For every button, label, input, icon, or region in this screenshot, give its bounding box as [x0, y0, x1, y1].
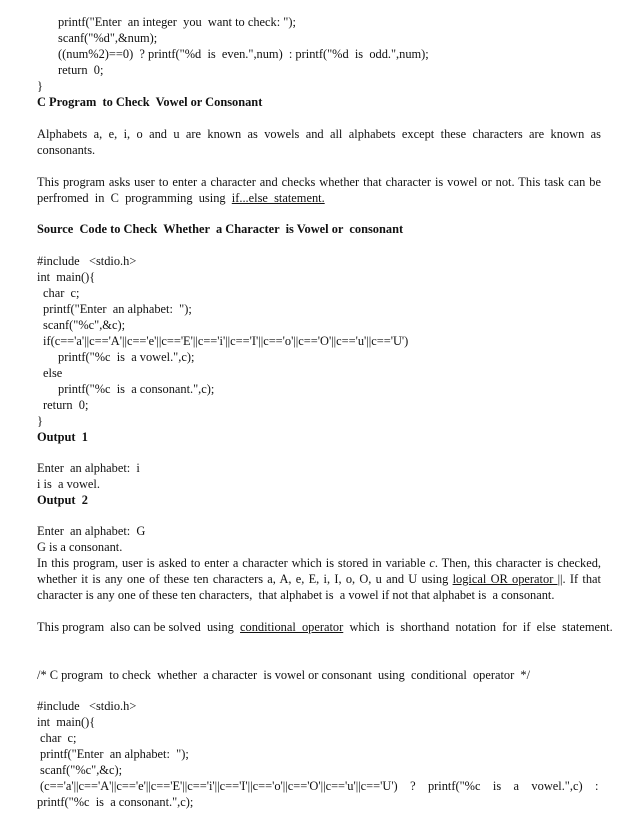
- paragraph-text: . If that: [562, 572, 601, 586]
- paragraph-line: character is any one of these ten characters, that alphabet is a vowel if not that alphabet is a consonant.: [37, 588, 555, 602]
- if-else-statement-link[interactable]: if...else statement.: [231, 191, 325, 205]
- code-line: char c;: [40, 731, 77, 745]
- code-line: return 0;: [58, 63, 104, 77]
- paragraph-line: [37, 571, 601, 587]
- output-line: Enter an alphabet: G: [37, 524, 146, 538]
- code-line: printf("Enter an integer you want to check: ");: [58, 15, 296, 29]
- section-heading: Source Code to Check Whether a Character is Vowel or consonant: [37, 222, 404, 236]
- code-line: char c;: [43, 286, 80, 300]
- section-heading: C Program to Check Vowel or Consonant: [37, 95, 263, 109]
- conditional-operator-link[interactable]: conditional operator: [240, 620, 344, 634]
- code-line: #include <stdio.h>: [37, 699, 137, 713]
- paragraph-line: consonants.: [37, 143, 96, 157]
- paragraph-text: perfromed in C programming using: [37, 191, 232, 205]
- code-line: }: [37, 79, 43, 93]
- paragraph-line: Alphabets a, e, i, o and u are known as vowels and all alphabets except these characters are known as: [37, 127, 601, 141]
- paragraph-line: [37, 619, 613, 635]
- output-line: G is a consonant.: [37, 540, 123, 554]
- paragraph-line: [37, 190, 325, 206]
- paragraph-text: . Then, this character is checked,: [434, 556, 601, 570]
- code-line: (c=='a'||c=='A'||c=='e'||c=='E'||c=='i'||c=='I'||c=='o'||c=='O'||c=='u'||c=='U') ? printf("%c is a vowel.",c) :: [40, 779, 598, 793]
- code-line: int main(){: [37, 715, 96, 729]
- code-line: printf("%c is a vowel.",c);: [58, 350, 195, 364]
- code-line: printf("Enter an alphabet: ");: [43, 302, 192, 316]
- paragraph-text: In this program, user is asked to enter a character which is stored in variable: [37, 556, 430, 570]
- variable-name: c: [429, 556, 435, 570]
- code-line: printf("%c is a consonant.",c);: [58, 382, 215, 396]
- code-line: else: [43, 366, 63, 380]
- output-line: Enter an alphabet: i: [37, 461, 140, 475]
- paragraph-text: whether it is any one of these ten characters a, A, e, E, i, I, o, O, u and U using: [37, 572, 453, 586]
- code-line: printf("%c is a consonant.",c);: [37, 795, 194, 809]
- paragraph-line: [37, 555, 601, 571]
- output-line: i is a vowel.: [37, 477, 100, 491]
- code-line: if(c=='a'||c=='A'||c=='e'||c=='E'||c=='i'||c=='I'||c=='o'||c=='O'||c=='u'||c=='U'): [43, 334, 409, 348]
- code-line: scanf("%c",&c);: [40, 763, 123, 777]
- code-line: return 0;: [43, 398, 89, 412]
- code-line: #include <stdio.h>: [37, 254, 137, 268]
- code-line: int main(){: [37, 270, 96, 284]
- code-comment: /* C program to check whether a character is vowel or consonant using conditional operator */: [37, 668, 531, 682]
- code-line: printf("Enter an alphabet: ");: [40, 747, 189, 761]
- code-line: scanf("%c",&c);: [43, 318, 126, 332]
- code-line: }: [37, 414, 43, 428]
- code-line: scanf("%d",&num);: [58, 31, 158, 45]
- output-heading: Output 2: [37, 493, 88, 507]
- code-line: ((num%2)==0) ? printf("%d is even.",num) : printf("%d is odd.",num);: [58, 47, 429, 61]
- logical-or-operator-link[interactable]: logical OR operator ||: [452, 572, 563, 586]
- output-heading: Output 1: [37, 430, 88, 444]
- paragraph-text: This program also can be solved using: [37, 620, 241, 634]
- paragraph-text: which is shorthand notation for if else statement.: [343, 620, 613, 634]
- paragraph-line: This program asks user to enter a character and checks whether that character is vowel or not. This task can be: [37, 175, 601, 189]
